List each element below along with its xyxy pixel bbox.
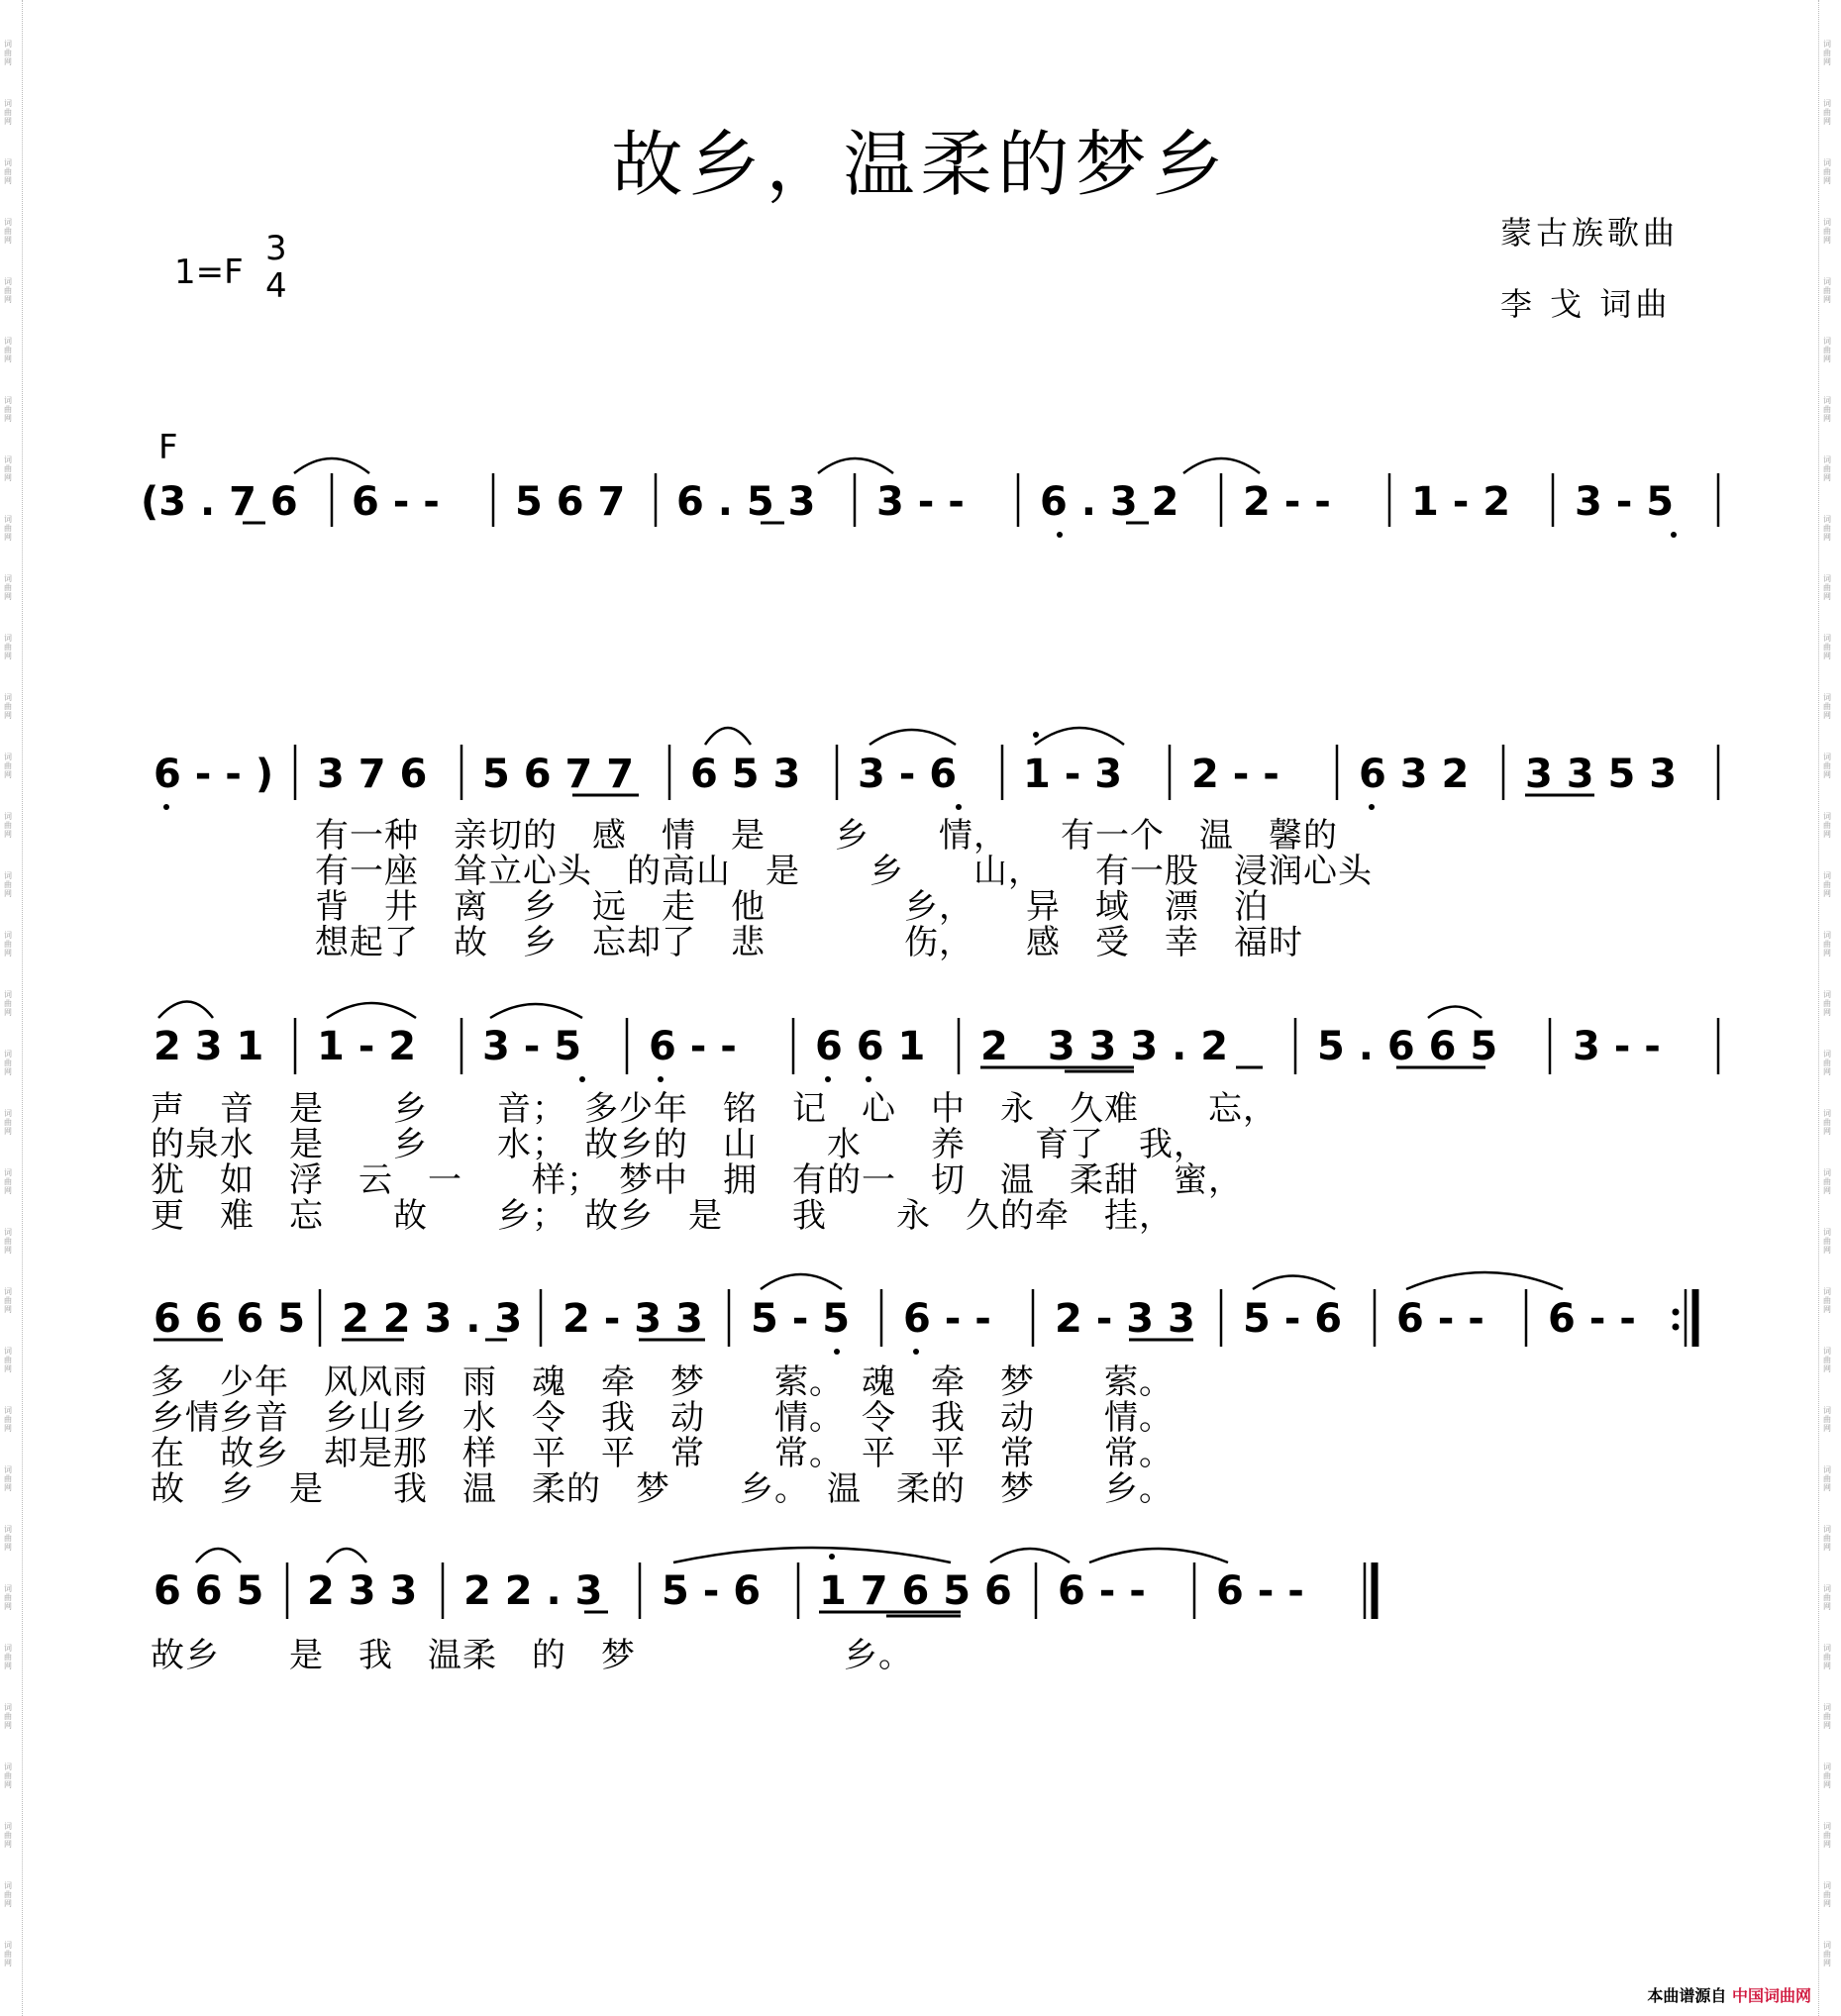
lyrics-line-4-verse-2: 乡情乡音 乡山乡 水 令 我 动 情。 令 我 动 情。 bbox=[151, 1398, 1174, 1438]
edge-watermark: 词曲网 bbox=[1823, 455, 1831, 482]
tie bbox=[673, 1548, 951, 1562]
edge-watermark: 词曲网 bbox=[4, 1525, 12, 1552]
octave-dot bbox=[1369, 804, 1375, 810]
measure: 6 - - bbox=[903, 1296, 991, 1342]
measure: 3 3 5 3 bbox=[1525, 752, 1678, 797]
tie bbox=[1406, 1272, 1563, 1289]
edge-watermark: 词曲网 bbox=[4, 1941, 12, 1967]
edge-watermark: 词曲网 bbox=[1823, 337, 1831, 363]
edge-watermark: 词曲网 bbox=[1823, 1644, 1831, 1670]
edge-watermark: 词曲网 bbox=[4, 1347, 12, 1373]
edge-watermark: 词曲网 bbox=[1823, 1941, 1831, 1967]
measure: 6 - - ) bbox=[153, 752, 274, 797]
edge-watermark: 词曲网 bbox=[4, 158, 12, 185]
octave-dot bbox=[866, 1076, 871, 1082]
lyrics-line-3-verse-3: 犹 如 浮 云 一 样； 梦中 拥 有的一 切 温 柔甜 蜜， bbox=[151, 1160, 1243, 1200]
song-title: 故乡，温柔的梦乡 bbox=[611, 123, 1230, 206]
measure: 6 3 2 bbox=[1359, 752, 1470, 797]
edge-watermark: 词曲网 bbox=[4, 1763, 12, 1789]
edge-watermark: 词曲网 bbox=[4, 753, 12, 779]
measure: 6 6 1 bbox=[815, 1024, 926, 1069]
edge-watermark: 词曲网 bbox=[1823, 1050, 1831, 1076]
edge-watermark: 词曲网 bbox=[4, 1584, 12, 1611]
edge-watermark: 词曲网 bbox=[1823, 40, 1831, 66]
measure: 2 3 1 bbox=[153, 1024, 264, 1069]
line-1-notes: (3 . 7 6 bbox=[141, 479, 298, 525]
octave-dot bbox=[834, 1349, 840, 1355]
tie bbox=[1253, 1276, 1335, 1290]
key-signature: 1=F bbox=[174, 252, 244, 292]
edge-watermark: 词曲网 bbox=[1823, 871, 1831, 898]
octave-dot bbox=[1033, 732, 1039, 738]
edge-watermark: 词曲网 bbox=[4, 1703, 12, 1730]
repeat-dot bbox=[1673, 1309, 1680, 1316]
edge-watermark: 词曲网 bbox=[4, 1644, 12, 1670]
edge-watermark: 词曲网 bbox=[1823, 1287, 1831, 1314]
edge-watermark: 词曲网 bbox=[1823, 1881, 1831, 1908]
source-footer bbox=[1647, 1983, 1811, 2006]
tie bbox=[158, 1002, 213, 1019]
repeat-dot bbox=[1673, 1324, 1680, 1331]
measure: 1 7 6 5 6 bbox=[819, 1568, 1012, 1614]
octave-dot bbox=[163, 804, 169, 810]
edge-watermark: 词曲网 bbox=[4, 337, 12, 363]
measure: 5 . 6 6 5 bbox=[1317, 1024, 1498, 1069]
measure: 3 - 6 bbox=[858, 752, 958, 797]
lyrics-line-2-verse-1: 有一种 亲切的 感 情 是 乡 情， 有一个 温 馨的 bbox=[315, 816, 1338, 856]
staff-line-1 bbox=[141, 458, 1718, 538]
measure: 3 - 5 bbox=[482, 1024, 582, 1069]
measure: 1 - 2 bbox=[1411, 479, 1511, 525]
measure: 6 - - bbox=[649, 1024, 737, 1069]
lyrics-line-5: 故乡 是 我 温柔 的 梦 乡。 bbox=[151, 1636, 913, 1675]
edge-watermark: 词曲网 bbox=[1823, 634, 1831, 660]
edge-watermark: 词曲网 bbox=[1823, 1168, 1831, 1195]
edge-watermark: 词曲网 bbox=[4, 574, 12, 601]
measure: 6 - - bbox=[1216, 1568, 1304, 1614]
edge-watermark: 词曲网 bbox=[4, 396, 12, 423]
tie bbox=[818, 458, 893, 473]
measure: 2 - - bbox=[1243, 479, 1331, 525]
edge-watermark: 词曲网 bbox=[1823, 990, 1831, 1017]
edge-watermark: 词曲网 bbox=[1823, 396, 1831, 423]
tie bbox=[327, 1003, 416, 1018]
measure: 5 - 6 bbox=[662, 1568, 762, 1614]
edge-watermark: 词曲网 bbox=[4, 1406, 12, 1433]
measure: 6 - - bbox=[1058, 1568, 1146, 1614]
staff-line-2 bbox=[153, 728, 1718, 810]
edge-watermark: 词曲网 bbox=[4, 1228, 12, 1255]
measure: 5 6 7 7 bbox=[482, 752, 635, 797]
tie bbox=[1428, 1007, 1482, 1019]
measure: 2 2 . 3 bbox=[463, 1568, 603, 1614]
octave-dot bbox=[579, 1076, 585, 1082]
lyrics-line-3-verse-4: 更 难 忘 故 乡； 故乡 是 我 永 久的牵 挂， bbox=[151, 1196, 1174, 1236]
edge-watermark: 词曲网 bbox=[4, 40, 12, 66]
edge-watermark: 词曲网 bbox=[1823, 1822, 1831, 1849]
edge-watermark: 词曲网 bbox=[1823, 515, 1831, 542]
footer-source-label: 本曲谱源自 bbox=[1647, 1986, 1727, 2005]
edge-watermark: 词曲网 bbox=[4, 515, 12, 542]
edge-watermark: 词曲网 bbox=[1823, 812, 1831, 839]
tie bbox=[1183, 458, 1260, 473]
edge-watermark: 词曲网 bbox=[1823, 1703, 1831, 1730]
tie bbox=[327, 1549, 366, 1562]
staff-line-5 bbox=[153, 1548, 1375, 1619]
measure: 5 - 5 bbox=[751, 1296, 851, 1342]
edge-watermark: 词曲网 bbox=[1823, 1228, 1831, 1255]
measure: 1 - 2 bbox=[317, 1024, 417, 1069]
edge-watermark: 词曲网 bbox=[4, 931, 12, 958]
measure: 2 2 3 . 3 bbox=[342, 1296, 523, 1342]
staff-line-4 bbox=[153, 1272, 1695, 1355]
lyrics-line-2-verse-2: 有一座 耸立心头 的高山 是 乡 山， 有一股 浸润心头 bbox=[315, 852, 1373, 891]
edge-watermark: 词曲网 bbox=[1823, 574, 1831, 601]
edge-watermark: 词曲网 bbox=[1823, 693, 1831, 720]
tie bbox=[1089, 1549, 1228, 1562]
lyrics-line-4-verse-1: 多 少年 风风雨 雨 魂 牵 梦 萦。 魂 牵 梦 萦。 bbox=[151, 1362, 1174, 1402]
tie bbox=[490, 1004, 582, 1018]
octave-dot bbox=[825, 1076, 831, 1082]
edge-watermark: 词曲网 bbox=[4, 634, 12, 660]
tie bbox=[294, 458, 369, 473]
measure: 3 - - bbox=[1573, 1024, 1661, 1069]
measure: 6 6 6 5 bbox=[153, 1296, 306, 1342]
edge-watermark: 词曲网 bbox=[1823, 1347, 1831, 1373]
edge-watermark: 词曲网 bbox=[1823, 1465, 1831, 1492]
edge-watermark: 词曲网 bbox=[4, 455, 12, 482]
tie bbox=[1035, 728, 1124, 745]
measure: 5 - 6 bbox=[1243, 1296, 1343, 1342]
edge-watermark: 词曲网 bbox=[4, 99, 12, 126]
lyrics-line-4-verse-3: 在 故乡 却是那 样 平 平 常 常。 平 平 常 常。 bbox=[151, 1434, 1174, 1473]
edge-watermark: 词曲网 bbox=[1823, 218, 1831, 245]
tie bbox=[761, 1274, 842, 1289]
time-sig-bottom: 4 bbox=[265, 266, 287, 306]
lyrics-line-2-verse-4: 想起了 故 乡 忘却了 悲 伤， 感 受 幸 福时 bbox=[315, 923, 1303, 962]
edge-watermark: 词曲网 bbox=[4, 1287, 12, 1314]
footer-site-link[interactable]: 中国词曲网 bbox=[1731, 1986, 1811, 2005]
measure: 6 - - bbox=[1396, 1296, 1484, 1342]
edge-watermark: 词曲网 bbox=[1823, 1109, 1831, 1136]
measure: 6 - - bbox=[1548, 1296, 1636, 1342]
octave-dot bbox=[913, 1349, 919, 1355]
song-origin: 蒙古族歌曲 bbox=[1500, 214, 1680, 252]
edge-watermark: 词曲网 bbox=[1823, 1763, 1831, 1789]
measure: 6 . 3 2 bbox=[1040, 479, 1179, 525]
edge-watermark: 词曲网 bbox=[1823, 1525, 1831, 1552]
octave-dot bbox=[956, 804, 962, 810]
edge-watermark: 词曲网 bbox=[4, 1465, 12, 1492]
edge-watermark: 词曲网 bbox=[4, 812, 12, 839]
time-sig-top: 3 bbox=[265, 229, 287, 268]
measure: 6 6 5 bbox=[153, 1568, 264, 1614]
measure: 2 3 3 3 . 2 bbox=[980, 1024, 1229, 1069]
edge-watermark: 词曲网 bbox=[4, 277, 12, 304]
tie bbox=[705, 728, 751, 745]
edge-watermark: 词曲网 bbox=[1823, 158, 1831, 185]
measure: 3 - - bbox=[876, 479, 965, 525]
edge-watermark: 词曲网 bbox=[1823, 277, 1831, 304]
edge-watermark: 词曲网 bbox=[4, 218, 12, 245]
measure: 1 - 3 bbox=[1023, 752, 1123, 797]
octave-dot bbox=[658, 1076, 664, 1082]
edge-watermark: 词曲网 bbox=[4, 1822, 12, 1849]
lyrics-line-3-verse-2: 的泉水 是 乡 水； 故乡的 山 水 养 育了 我， bbox=[151, 1125, 1208, 1164]
chord-symbol: F bbox=[158, 428, 178, 467]
edge-watermark: 词曲网 bbox=[4, 871, 12, 898]
measure: 2 3 3 bbox=[307, 1568, 418, 1614]
edge-watermark: 词曲网 bbox=[4, 1109, 12, 1136]
edge-watermark: 词曲网 bbox=[1823, 1584, 1831, 1611]
measure: 6 5 3 bbox=[690, 752, 801, 797]
song-author: 李 戈 词曲 bbox=[1500, 285, 1672, 323]
edge-watermark: 词曲网 bbox=[4, 1168, 12, 1195]
tie bbox=[869, 730, 956, 745]
edge-watermark: 词曲网 bbox=[1823, 99, 1831, 126]
measure: 2 - 3 3 bbox=[563, 1296, 703, 1342]
measure: 2 - 3 3 bbox=[1055, 1296, 1195, 1342]
measure: 6 . 5 3 bbox=[676, 479, 816, 525]
octave-dot bbox=[1057, 532, 1063, 538]
measure: 3 7 6 bbox=[317, 752, 428, 797]
edge-watermark: 词曲网 bbox=[1823, 931, 1831, 958]
edge-watermark: 词曲网 bbox=[4, 693, 12, 720]
tie bbox=[990, 1549, 1070, 1562]
measure: 2 - - bbox=[1191, 752, 1279, 797]
lyrics-line-2-verse-3: 背 井 离 乡 远 走 他 乡， 异 域 漂 泊 bbox=[315, 887, 1269, 927]
edge-watermark: 词曲网 bbox=[4, 1881, 12, 1908]
lyrics-line-3-verse-1: 声 音 是 乡 音； 多少年 铭 记 心 中 永 久难 忘， bbox=[151, 1089, 1278, 1129]
edge-watermark: 词曲网 bbox=[1823, 753, 1831, 779]
measure: 6 - - bbox=[352, 479, 440, 525]
staff-line-3 bbox=[153, 1002, 1718, 1083]
tie bbox=[196, 1549, 241, 1562]
measure: 5 6 7 bbox=[515, 479, 626, 525]
octave-dot bbox=[829, 1554, 835, 1560]
edge-watermark: 词曲网 bbox=[4, 990, 12, 1017]
edge-watermark: 词曲网 bbox=[1823, 1406, 1831, 1433]
octave-dot bbox=[1671, 532, 1677, 538]
lyrics-line-4-verse-4: 故 乡 是 我 温 柔的 梦 乡。 温 柔的 梦 乡。 bbox=[151, 1469, 1174, 1509]
edge-watermark: 词曲网 bbox=[4, 1050, 12, 1076]
measure: 3 - 5 bbox=[1575, 479, 1675, 525]
